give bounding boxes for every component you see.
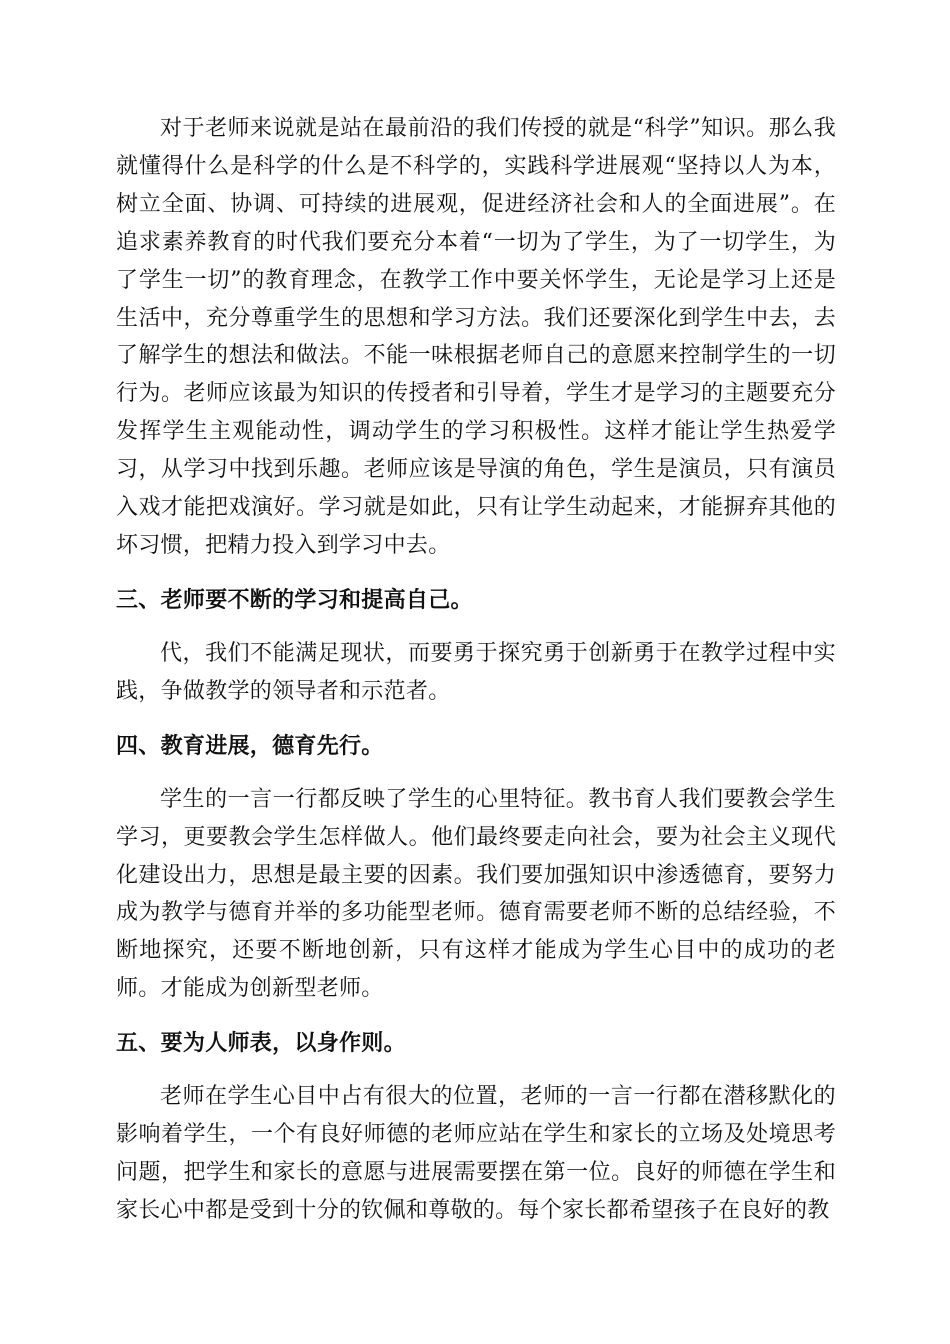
section-heading-4: 四、教育进展，德育先行。 <box>116 732 384 759</box>
body-paragraph-1: 对于老师来说就是站在最前沿的我们传授的就是“科学”知识。那么我就懂得什么是科学的什么是不科学的，实践科学进展观“坚持以人为本，树立全面、协调、可持续的进展观，促进经济社会和人的全面进展”。在追求素养教育的时代我们要充分本着“一切为了学生，为了一切学生，为了学生一切”的教育理念，在教学工作中要关怀学生，无论是学习上还是生活中，充分尊重学生的思想和学习方法。我们还要深化到学生中去，去了解学生的想法和做法。不能一味根据老师自己的意愿来控制学生的一切行为。老师应该最为知识的传授者和引导着，学生才是学习的主题要充分发挥学生主观能动性，调动学生的学习积极性。这样才能让学生热爱学习，从学习中找到乐趣。老师应该是导演的角色，学生是演员，只有演员入戏才能把戏演好。学习就是如此，只有让学生动起来，才能摒弃其他的坏习惯，把精力投入到学习中去。 <box>116 116 836 558</box>
body-paragraph-4: 老师在学生心目中占有很大的位置，老师的一言一行都在潜移默化的影响着学生，一个有良好师德的老师应站在学生和家长的立场及处境思考问题，把学生和家长的意愿与进展需要摆在第一位。良好的师德在学生和家长心中都是受到十分的钦佩和尊敬的。每个家长都希望孩子在良好的教 <box>116 1084 836 1223</box>
document-body <box>116 110 836 1230</box>
section-heading-5: 五、要为人师表，以身作则。 <box>116 1030 406 1057</box>
body-paragraph-2: 代，我们不能满足现状，而要勇于探究勇于创新勇于在教学过程中实践，争做教学的领导者和示范者。 <box>116 640 836 704</box>
body-paragraph-3: 学生的一言一行都反映了学生的心里特征。教书育人我们要教会学生学习，更要教会学生怎样做人。他们最终要走向社会，要为社会主义现代化建设出力，思想是最主要的因素。我们要加强知识中渗透德育，要努力成为教学与德育并举的多功能型老师。德育需要老师不断的总结经验，不断地探究，还要不断地创新，只有这样才能成为学生心目中的成功的老师。才能成为创新型老师。 <box>116 786 836 1002</box>
section-heading-3: 三、老师要不断的学习和提高自己。 <box>116 586 473 613</box>
